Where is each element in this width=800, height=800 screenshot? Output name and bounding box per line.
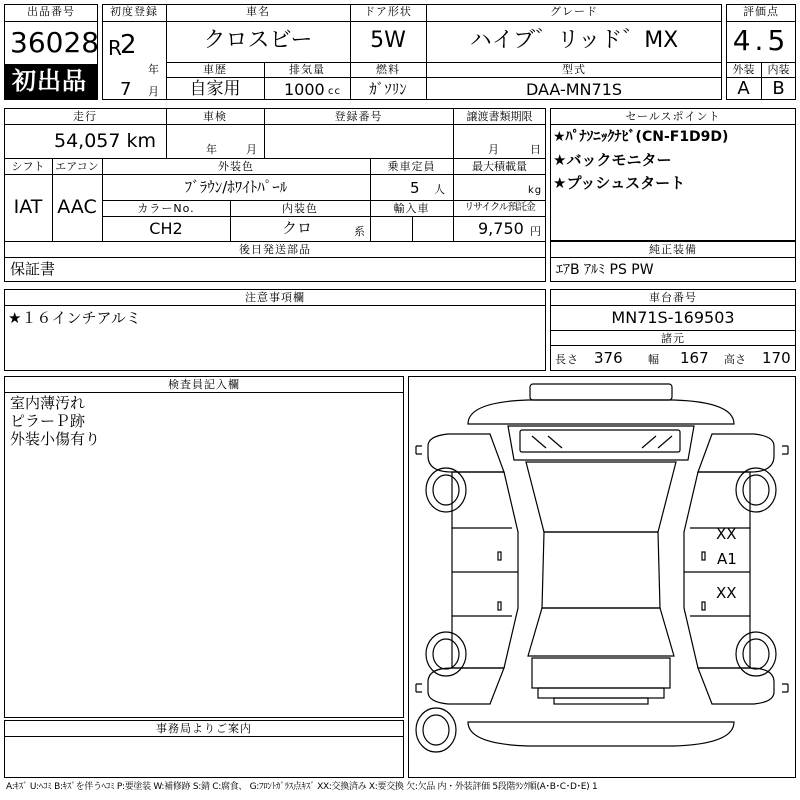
transfer-day-unit: 日 [530,143,542,156]
ext-color-label: 外装色 [218,160,254,173]
ext-grade: A [737,78,750,99]
score-label: 評価点 [743,5,779,18]
transfer-month-unit: 月 [488,143,500,156]
import-label: 輸入車 [393,202,430,215]
recycle-unit: 円 [530,225,542,238]
grade: ハイブ゛リッド゛MX [469,28,679,53]
inspection-year-unit: 年 [206,143,218,156]
width: 167 [680,349,709,367]
history-label: 車歴 [203,63,227,76]
first-listing-text: 初出品 [12,67,87,95]
year-unit: 年 [148,63,160,76]
length: 376 [594,349,623,367]
int-color-unit: 系 [354,225,366,238]
lot-number-label: 出品番号 [27,5,75,18]
ac: AAC [57,196,97,218]
sales-point-3: ★プッシュスタート [553,174,686,192]
caution-label: 注意事項欄 [245,291,305,304]
car-name-label: 車名 [246,5,270,18]
capacity-label: 乗車定員 [387,160,436,173]
capacity: 5 [410,179,420,197]
damage-mark-3: XX [716,584,737,602]
int-color: クロ [282,219,313,237]
int-grade: B [772,78,785,99]
inspector-line-2: ピラーＰ跡 [10,412,86,430]
mileage: 54,057 km [54,130,157,152]
sales-point-2: ★バックモニター [553,151,672,169]
load-unit: kg [528,185,543,196]
model-label: 型式 [562,63,586,76]
int-grade-label: 内装 [767,63,790,76]
length-label: 長さ [555,353,579,366]
inspector-line-3: 外装小傷有り [10,430,101,448]
sales-point-1: ★ﾊﾟﾅｿﾆｯｸﾅﾋﾞ(CN-F1D9D) [553,129,729,145]
transfer-label: 譲渡書類期限 [466,110,533,123]
recycle-label: リサイクル預託金 [464,202,535,213]
ext-grade-label: 外装 [732,63,755,76]
displacement: 1000 [284,80,325,99]
lot-number: 36028 [10,26,100,59]
color-no: CH2 [149,219,183,238]
height: 170 [762,349,791,367]
ac-label: エアコン [55,160,99,173]
load-label: 最大積載量 [472,160,527,173]
year-value: 2 [120,30,137,60]
score: 4.5 [732,24,790,57]
chassis: MN71S-169503 [611,308,735,327]
recycle: 9,750 [478,219,524,238]
capacity-unit: 人 [434,183,446,196]
first-reg-label: 初度登録 [110,5,158,18]
plate-label: 登録番号 [334,110,383,123]
color-no-label: カラーNo. [137,202,195,215]
height-label: 高さ [724,353,746,366]
width-label: 幅 [648,353,660,366]
displacement-unit: cc [328,86,341,97]
inspector-label: 検査員記入欄 [168,378,240,391]
later-parts: 保証書 [10,260,56,278]
fuel: ｶﾞｿﾘﾝ [369,80,407,98]
history: 自家用 [189,79,241,99]
int-color-label: 内装色 [282,202,318,215]
car-name: クロスビー [203,28,313,53]
inspection-label: 車検 [203,110,227,123]
car-outline-diagram [408,376,796,778]
model: DAA-MN71S [525,80,623,99]
era-value: R [108,36,122,60]
damage-mark-1: XX [716,525,737,543]
genuine-label: 純正装備 [649,243,697,256]
later-parts-label: 後日発送部品 [239,243,311,256]
ext-color: ﾌﾞﾗｳﾝ/ﾎﾜｲﾄﾊﾟｰﾙ [184,178,288,196]
month-unit: 月 [148,85,160,98]
genuine: ｴｱB ｱﾙﾐ PS PW [556,262,654,278]
shift: IAT [13,196,43,218]
grade-label: グレード [550,5,598,18]
chassis-label: 車台番号 [649,291,697,304]
displacement-label: 排気量 [289,63,325,76]
shift-label: シフト [11,160,45,173]
caution: ★１６インチアルミ [8,309,141,327]
inspector-line-1: 室内薄汚れ [10,394,86,412]
spec-label: 諸元 [661,332,685,345]
office-label: 事務局よりご案内 [156,722,252,735]
damage-mark-2: A1 [717,550,737,568]
sales-label: セールスポイント [625,110,721,123]
fuel-label: 燃料 [376,63,400,76]
month-value: 7 [120,79,132,100]
inspection-month-unit: 月 [246,143,258,156]
door-label: ドア形状 [364,5,412,18]
legend-text: A:ｷｽﾞ U:ﾍｺﾐ B:ｷｽﾞを伴うﾍｺﾐ P:要塗装 W:補修跡 S:錆 C:腐食、 G:ﾌﾛﾝﾄｶﾞﾗｽ点ｷｽﾞ XX:交換済み X:要交換 欠:欠品 内・外装評価 5段階ﾗﾝｸ順(A･B･C･D･E) 1 [6,782,598,792]
mileage-label: 走行 [73,110,97,123]
door: 5W [370,28,406,53]
